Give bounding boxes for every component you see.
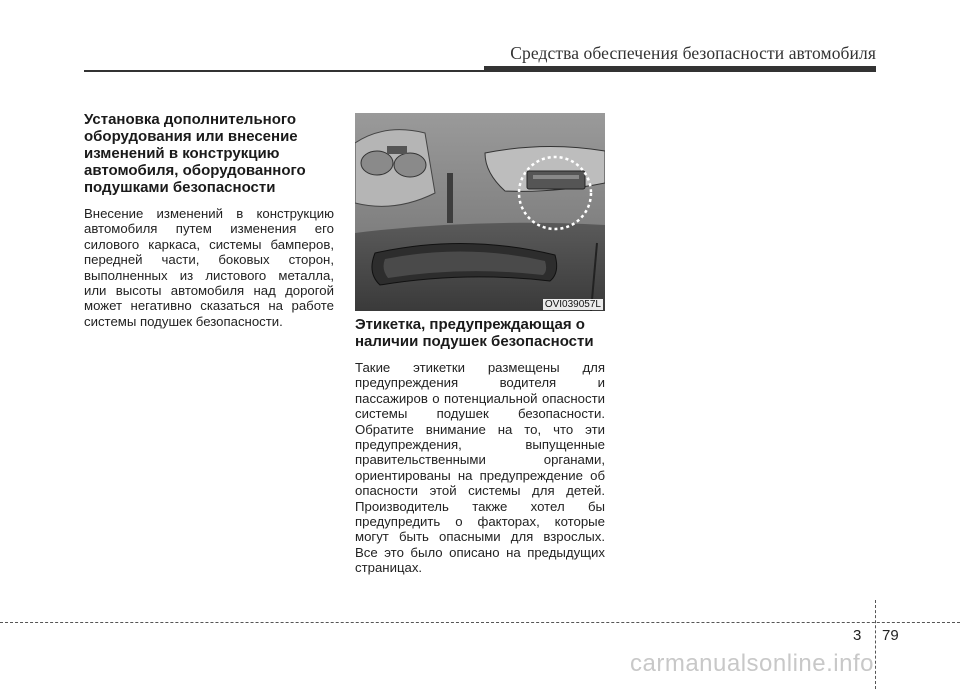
section-heading-warning-label: Этикетка, предупреждающая о наличии подушек безопасности — [355, 316, 594, 350]
section-heading-modifications: Установка дополнительного оборудования или внесение изменений в конструкцию автомобиля, оборудованного подушками безопасности — [84, 111, 306, 196]
figure-code: OVI039057L — [544, 299, 601, 310]
footer-divider — [875, 600, 876, 689]
left-column — [84, 111, 334, 329]
footer-rule — [0, 622, 960, 623]
section-body-modifications: Внесение изменений в конструкцию автомобиля путем изменения его силового каркаса, системы бамперов, передней части, боковых сторон, выполненных из листового металла, или высоты автомобиля над дорогой может негативно сказаться на работе системы подушек безопасности. — [84, 206, 334, 329]
section-body-warning-label: Такие этикетки размещены для предупреждения водителя и пассажиров о потенциальной опасности системы подушек безопасности. Обратите внимание на то, что эти предупреждения, выпущенные правительственными органами, ориентированы на предупреждение об опасности этой системы для детей. Производитель также хотел бы предупредить о факторах, которые могут быть опасными для взрослых. Все это было описано на предыдущих страницах. — [355, 360, 605, 576]
right-column — [355, 316, 605, 576]
airbag-label-photo — [355, 113, 605, 311]
page-number: 79 — [882, 627, 899, 644]
header-rule-thick — [484, 66, 876, 71]
car-interior-illustration — [355, 113, 605, 311]
section-number: 3 — [853, 627, 862, 644]
page-header-title: Средства обеспечения безопасности автомобиля — [510, 43, 876, 63]
watermark: carmanualsonline.info — [630, 650, 874, 677]
